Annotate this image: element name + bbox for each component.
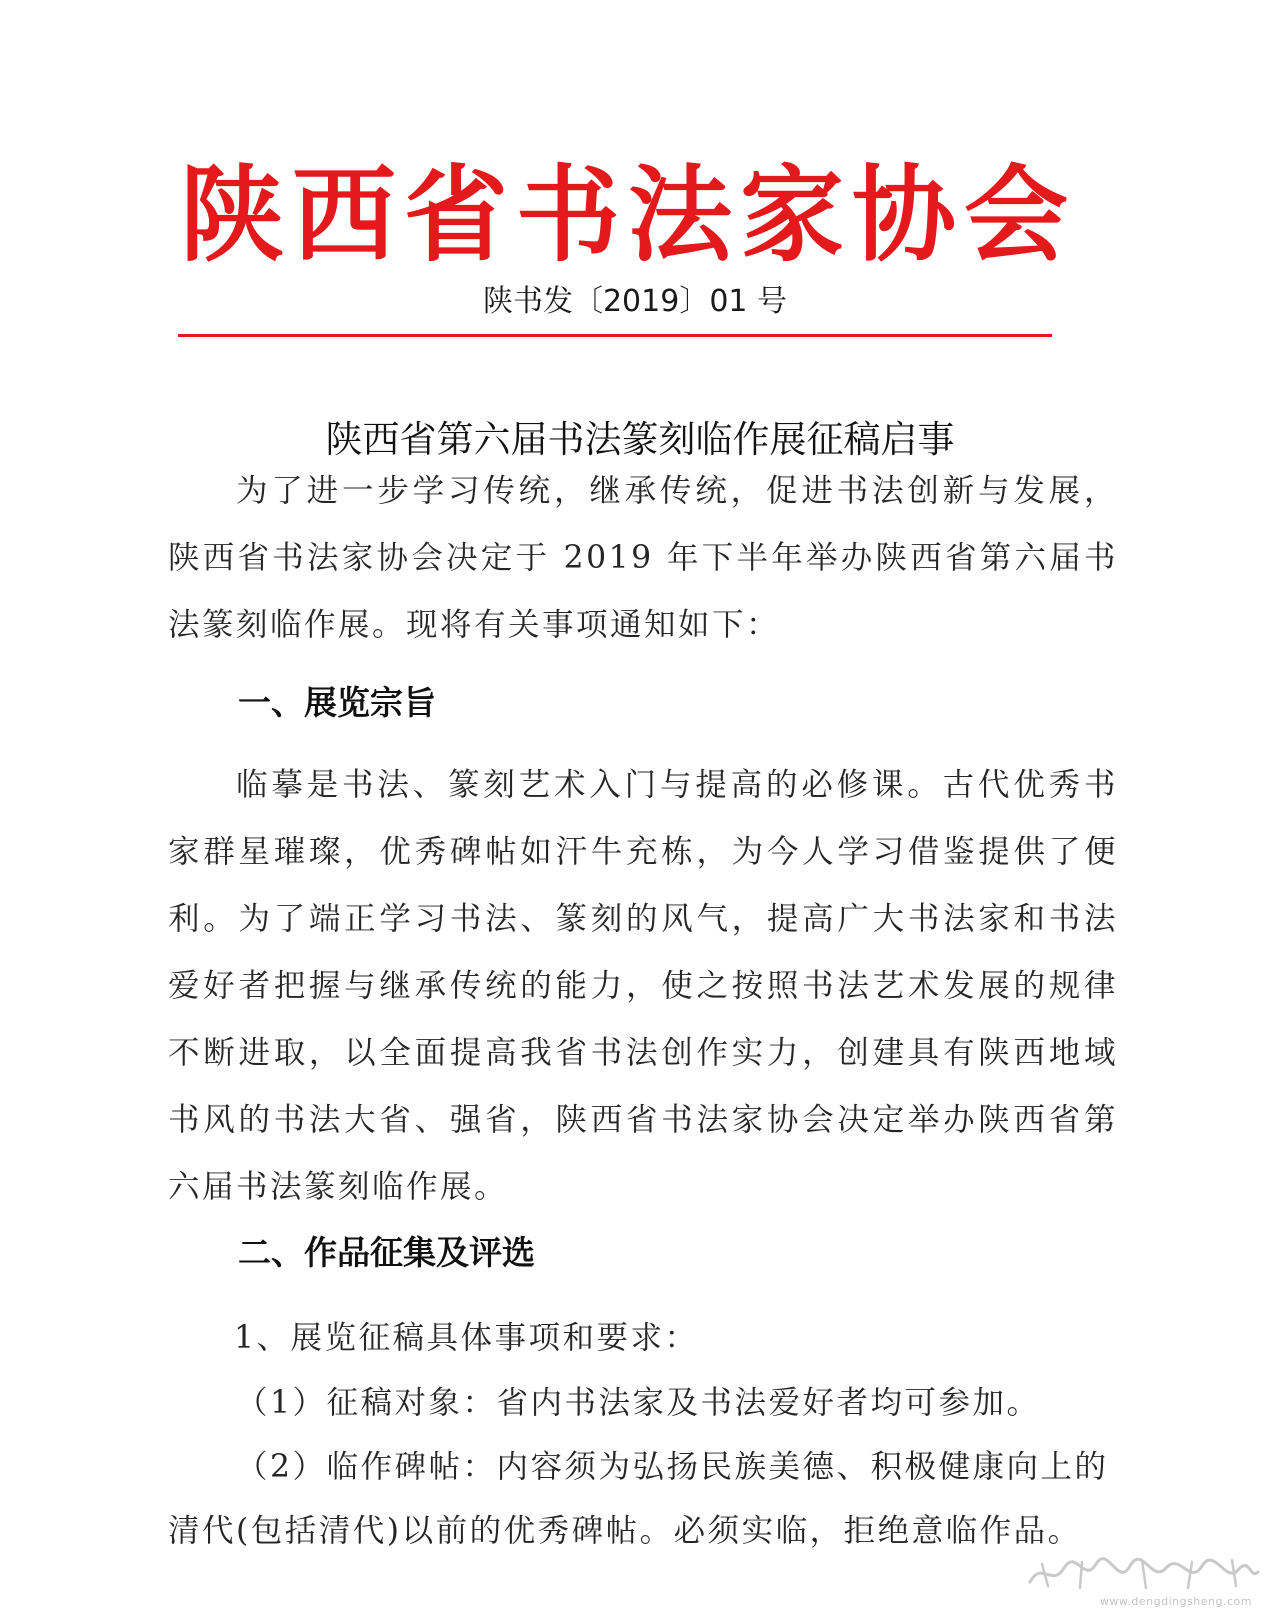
watermark-url: www.dengdingsheng.com (1099, 1595, 1252, 1608)
list-item: 清代(包括清代)以前的优秀碑帖。必须实临，拒绝意临作品。 (168, 1513, 1082, 1549)
watermark-signature-icon (1022, 1554, 1262, 1594)
blog-watermark (1022, 1554, 1262, 1608)
section-body-purpose: 临摹是书法、篆刻艺术入门与提高的必修课。古代优秀书家群星璀璨，优秀碑帖如汗牛充栋，为今人学习借鉴提供了便利。为了端正学习书法、篆刻的风气，提高广大书法家和书法爱好者把握与继承传统的能力，使之按照书法艺术发展的规律不断进取，以全面提高我省书法创作实力，创建具有陕西地域书风的书法大省、强省，陕西省书法家协会决定举办陕西省第六届书法篆刻临作展。 (168, 767, 1118, 1205)
letterhead-organization-name: 陕西省书法家协会 (180, 154, 1077, 276)
subheading-requirements: 1、展览征稿具体事项和要求： (234, 1320, 699, 1356)
list-item: （2）临作碑帖：内容须为弘扬民族美德、积极健康向上的 (236, 1449, 1109, 1485)
section-heading-purpose: 一、展览宗旨 (238, 683, 436, 722)
section-heading-collection: 二、作品征集及评选 (238, 1233, 535, 1272)
document-number: 陕书发〔2019〕01 号 (482, 284, 788, 319)
intro-paragraph: 为了进一步学习传统，继承传统，促进书法创新与发展，陕西省书法家协会决定于 2019 年下半年举办陕西省第六届书法篆刻临作展。现将有关事项通知如下： (168, 473, 1118, 643)
notice-title: 陕西省第六届书法篆刻临作展征稿启事 (325, 418, 955, 461)
letterhead-red-rule (178, 334, 1052, 337)
list-item: （1）征稿对象：省内书法家及书法爱好者均可参加。 (236, 1385, 1041, 1421)
